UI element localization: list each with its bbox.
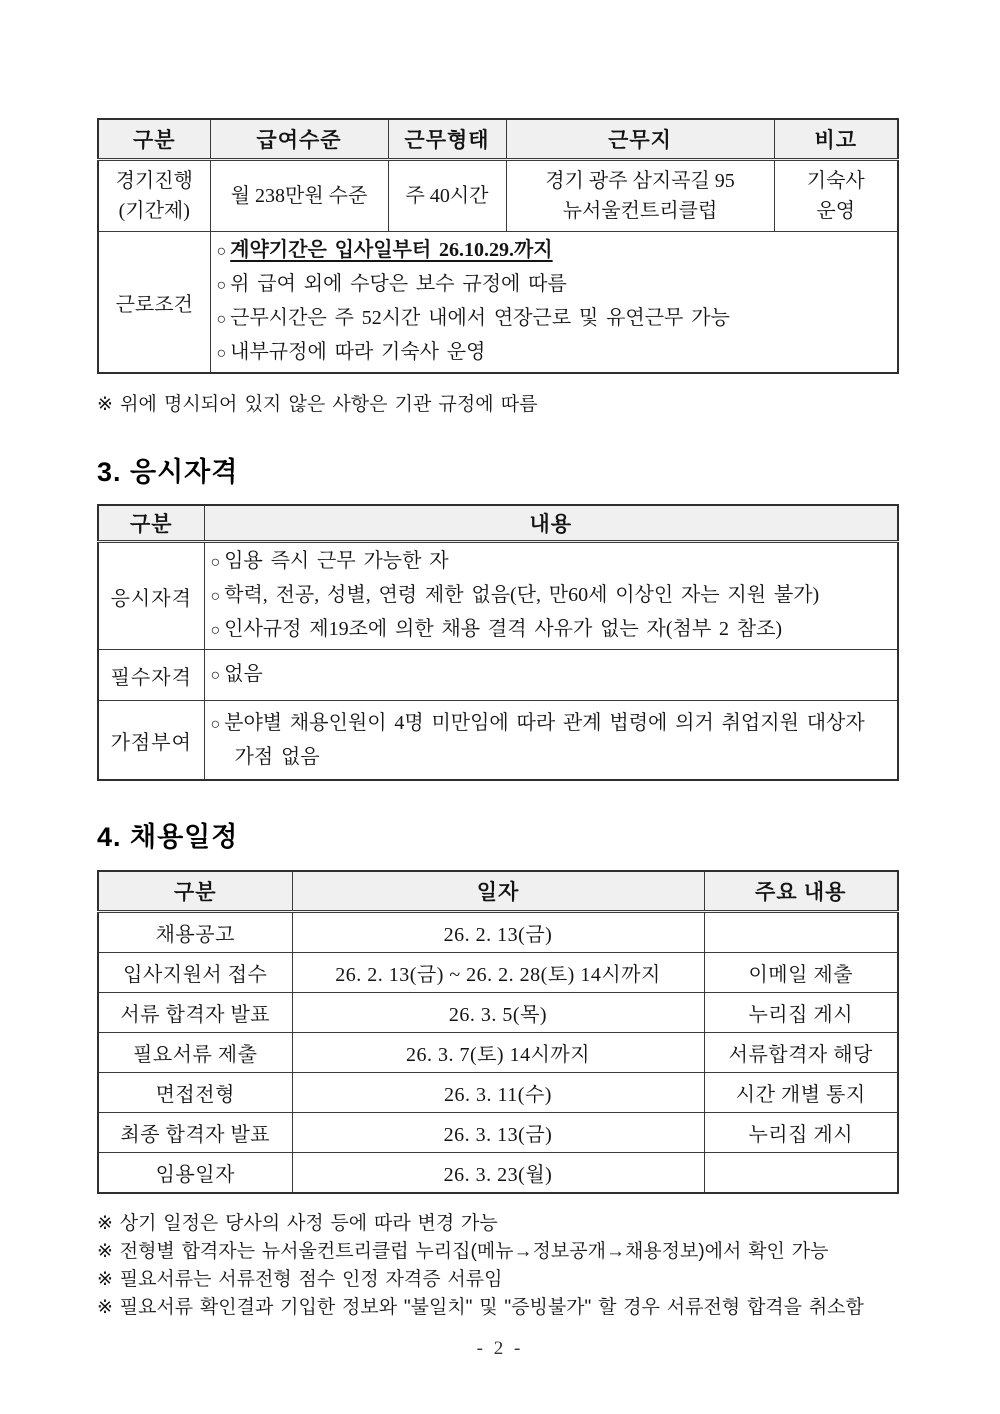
footnote: ※ 상기 일정은 당사의 사정 등에 따라 변경 가능 bbox=[97, 1213, 498, 1234]
terms-item-text: 계약기간은 입사일부터 26.10.29.까지 bbox=[230, 239, 553, 261]
conditions-footnote: ※ 위에 명시되어 있지 않은 사항은 기관 규정에 따름 bbox=[97, 394, 538, 415]
terms-content-cell bbox=[210, 232, 898, 374]
required-item-text: 없음 bbox=[224, 663, 263, 685]
schedule-category: 서류 합격자 발표 bbox=[98, 993, 292, 1033]
footnote: ※ 필요서류는 서류전형 점수 인정 자격증 서류임 bbox=[97, 1269, 503, 1290]
position-category-cell bbox=[98, 160, 210, 232]
footnote: ※ 필요서류 확인결과 기입한 정보와 "불일치" 및 "증빙불가" 할 경우 서류전형 합격을 취소함 bbox=[97, 1297, 864, 1318]
header-location: 근무지 bbox=[506, 119, 774, 160]
header-work-type: 근무형태 bbox=[388, 119, 506, 160]
schedule-row bbox=[98, 1033, 898, 1073]
eligibility-item-text: 인사규정 제19조에 의한 채용 결격 사유가 없는 자(첨부 2 참조) bbox=[224, 618, 783, 640]
header-category: 구분 bbox=[98, 505, 204, 542]
schedule-table bbox=[97, 870, 899, 1194]
eligibility-item-text: 임용 즉시 근무 가능한 자 bbox=[224, 550, 449, 572]
schedule-row bbox=[98, 1153, 898, 1194]
schedule-note bbox=[704, 912, 898, 953]
note-cell bbox=[774, 160, 898, 232]
location-cell bbox=[506, 160, 774, 232]
bullet-icon: ○ bbox=[210, 715, 221, 733]
schedule-category: 임용일자 bbox=[98, 1153, 292, 1194]
terms-item-text: 내부규정에 따라 기숙사 운영 bbox=[230, 341, 486, 363]
schedule-row bbox=[98, 1073, 898, 1113]
position-category-line1: 경기진행 bbox=[115, 170, 193, 192]
required-content-cell bbox=[204, 650, 898, 701]
schedule-row bbox=[98, 953, 898, 993]
eligibility-item bbox=[211, 579, 892, 613]
location-line2: 뉴서울컨트리클럽 bbox=[562, 200, 718, 222]
section-title-qualification: 3. 응시자격 bbox=[97, 457, 239, 487]
required-category-cell: 필수자격 bbox=[98, 650, 204, 701]
schedule-row bbox=[98, 993, 898, 1033]
required-row bbox=[98, 650, 898, 701]
bullet-icon: ○ bbox=[216, 277, 227, 294]
page-number: - 2 - bbox=[476, 1338, 524, 1359]
header-note: 비고 bbox=[774, 119, 898, 160]
bullet-icon: ○ bbox=[210, 588, 221, 605]
schedule-note: 시간 개별 통지 bbox=[704, 1073, 898, 1113]
header-salary: 급여수준 bbox=[210, 119, 388, 160]
eligibility-item bbox=[211, 545, 892, 579]
terms-item bbox=[217, 336, 892, 370]
schedule-date: 26. 3. 13(금) bbox=[292, 1113, 704, 1153]
schedule-date: 26. 2. 13(금) bbox=[292, 912, 704, 953]
bonus-content-cell bbox=[204, 701, 898, 781]
terms-item bbox=[217, 268, 892, 302]
terms-item-text: 위 급여 외에 수당은 보수 규정에 따름 bbox=[230, 273, 567, 295]
table-header-row bbox=[98, 871, 898, 912]
location-line1: 경기 광주 삼지곡길 95 bbox=[545, 170, 735, 192]
schedule-date: 26. 3. 23(월) bbox=[292, 1153, 704, 1194]
bullet-icon: ○ bbox=[216, 311, 227, 328]
terms-item bbox=[217, 234, 892, 268]
schedule-note: 이메일 제출 bbox=[704, 953, 898, 993]
bullet-icon: ○ bbox=[216, 243, 227, 260]
schedule-category: 채용공고 bbox=[98, 912, 292, 953]
eligibility-row bbox=[98, 542, 898, 650]
bonus-item-text: 분야별 채용인원이 4명 미만임에 따라 관계 법령에 의거 취업지원 대상자 가점 없음 bbox=[224, 711, 865, 768]
work-type-cell: 주 40시간 bbox=[388, 160, 506, 232]
salary-cell: 월 238만원 수준 bbox=[210, 160, 388, 232]
bullet-icon: ○ bbox=[216, 345, 227, 362]
bonus-row bbox=[98, 701, 898, 781]
bullet-icon: ○ bbox=[210, 667, 221, 684]
terms-item bbox=[217, 302, 892, 336]
document-content bbox=[97, 0, 897, 1322]
footnote: ※ 전형별 합격자는 뉴서울컨트리클럽 누리집(메뉴→정보공개→채용정보)에서 확인 가능 bbox=[97, 1241, 829, 1262]
position-category-line2: (기간제) bbox=[118, 200, 190, 222]
bonus-item bbox=[211, 707, 892, 774]
eligibility-item bbox=[211, 613, 892, 647]
schedule-date: 26. 2. 13(금) ~ 26. 2. 28(토) 14시까지 bbox=[292, 953, 704, 993]
header-category: 구분 bbox=[98, 119, 210, 160]
bonus-category-cell: 가점부여 bbox=[98, 701, 204, 781]
schedule-date: 26. 3. 5(목) bbox=[292, 993, 704, 1033]
bullet-icon: ○ bbox=[210, 622, 221, 639]
required-item bbox=[211, 658, 892, 692]
schedule-category: 최종 합격자 발표 bbox=[98, 1113, 292, 1153]
schedule-footnotes bbox=[97, 1210, 897, 1322]
table-header-row bbox=[98, 119, 898, 160]
header-content: 내용 bbox=[204, 505, 898, 542]
schedule-date: 26. 3. 7(토) 14시까지 bbox=[292, 1033, 704, 1073]
eligibility-item-text: 학력, 전공, 성별, 연령 제한 없음(단, 만60세 이상인 자는 지원 불가) bbox=[224, 584, 820, 606]
work-conditions-table bbox=[97, 118, 899, 374]
eligibility-content-cell bbox=[204, 542, 898, 650]
terms-row bbox=[98, 232, 898, 374]
schedule-note bbox=[704, 1153, 898, 1194]
terms-item-text: 근무시간은 주 52시간 내에서 연장근로 및 유연근무 가능 bbox=[230, 307, 730, 329]
schedule-category: 입사지원서 접수 bbox=[98, 953, 292, 993]
schedule-row bbox=[98, 912, 898, 953]
header-category: 구분 bbox=[98, 871, 292, 912]
schedule-category: 면접전형 bbox=[98, 1073, 292, 1113]
note-line1: 기숙사 bbox=[806, 170, 865, 192]
position-row bbox=[98, 160, 898, 232]
schedule-row bbox=[98, 1113, 898, 1153]
schedule-category: 필요서류 제출 bbox=[98, 1033, 292, 1073]
terms-category-cell: 근로조건 bbox=[98, 232, 210, 374]
schedule-note: 누리집 게시 bbox=[704, 993, 898, 1033]
header-main-note: 주요 내용 bbox=[704, 871, 898, 912]
schedule-note: 누리집 게시 bbox=[704, 1113, 898, 1153]
schedule-date: 26. 3. 11(수) bbox=[292, 1073, 704, 1113]
eligibility-category-cell: 응시자격 bbox=[98, 542, 204, 650]
header-date: 일자 bbox=[292, 871, 704, 912]
table-header-row bbox=[98, 505, 898, 542]
bullet-icon: ○ bbox=[210, 554, 221, 571]
schedule-note: 서류합격자 해당 bbox=[704, 1033, 898, 1073]
section-title-schedule: 4. 채용일정 bbox=[97, 822, 239, 852]
note-line2: 운영 bbox=[816, 200, 856, 222]
qualification-table bbox=[97, 504, 899, 781]
